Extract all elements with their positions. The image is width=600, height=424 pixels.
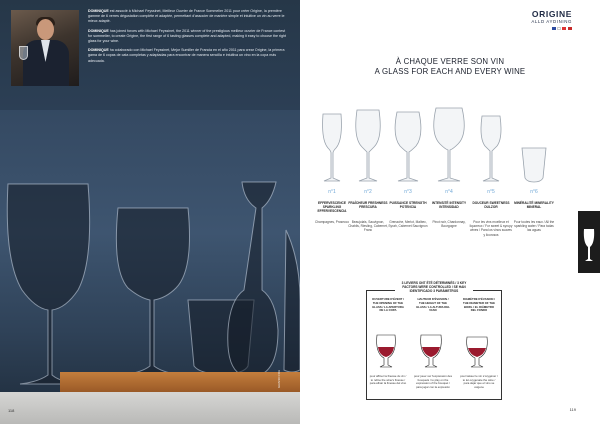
glass-cross-section-illustrations (367, 331, 503, 369)
factor-opening-desc: pour affiner la finesse du vin / to refine the wine's finesse / para afinar la finesse del vino (369, 374, 407, 386)
glass-4-title: INTENSITÉ INTENSITY INTENSIDAD (431, 201, 467, 210)
glass-5-desc: Pour les vins moelleux et liquoreux / For sweet & syrupy wines / Para los vinos suaves y licorosos (469, 220, 513, 237)
wine-glasses-photo (0, 170, 300, 400)
glass-1-icon (320, 110, 344, 184)
glass-1-number: n°1 (328, 189, 336, 195)
headline-en: A GLASS FOR EACH AND EVERY WINE (374, 67, 526, 76)
intro-text (88, 9, 288, 68)
glass-6-desc: Pour toutes les eaux / All the sparkling water / Para todas las aguas (513, 220, 555, 233)
wooden-board (60, 369, 300, 392)
glass-6-title: MINÉRALITÉ MINERALITY MINERAL (514, 201, 554, 210)
glass-1-title: EFFERVESCENCE SPARKLING EFFERVESCENCIA (317, 201, 347, 214)
section-tab (578, 211, 600, 273)
headline-fr: À CHAQUE VERRE SON VIN (395, 57, 505, 66)
glass-4-number: n°4 (445, 189, 453, 195)
glass-4-icon (430, 104, 468, 184)
glass-3-title: PUISSANCE STRENGTH POTENCIA (389, 201, 427, 210)
factor-height-desc: pour jouer sur l'expression des bouquets / to play on the expression of the bouquet / para jugar con la expresión (414, 374, 453, 389)
glass-2-desc: Beaujolais, Sauvignon, Chablis, Riesling, Cabernet, Franc (348, 220, 388, 233)
glass-3-icon (392, 108, 424, 184)
marble-table (0, 392, 300, 424)
page-number-left: 118 (8, 408, 15, 413)
intro-paragraph-es: DOMINIQUE ha colaborado con Michael Feyssinet, Mejor Sumiller de Francia en el año 2011 para crear Origine, la primera gama de 6 copas de cata completas y adaptadas para encontrar de manera sencilla e intuitiva un vino en la copa más adecuada. (88, 48, 285, 63)
page-number-right: 119 (569, 407, 576, 412)
factor-height-title: HAUTEUR D'ÉVASION / THE HEIGHT OF THE GLASS / LA ALTURA DEL VASO (416, 297, 450, 313)
glass-1-desc: Champagnes, Prosecco (314, 220, 350, 224)
glass-6-number: n°6 (530, 189, 538, 195)
wine-glass-icon (578, 211, 600, 273)
glass-4-desc: Pinot noir, Chardonnay, Bourgogne (432, 220, 466, 229)
intro-paragraph-fr: DOMINIQUE est associé à Michael Feyssinet, Meilleur Ouvrier de France Sommelier 2011 pour créer Origine, la première gamme de 6 verres dégustation complète et adaptée, permettant d'associer de manière simple et intuitive un vin au verre le mieux adapté. (88, 9, 285, 24)
brand-title: ORIGINE (531, 9, 572, 19)
diagram-heading: 3 LEVIERS ONT ÉTÉ DÉTERMINÉS / 3 KEY FACTORS WERE CONTROLLED / SE HAN IDENTIFICADO 3 PARÁMETROS (395, 281, 473, 294)
vertical-collection-label: GRAND CRU (277, 369, 281, 388)
brand-subtitle: ALLD AYDINING (531, 19, 572, 24)
factor-diameter-desc: pour laisser le vin s'oxygéner / to let oxygenate the wine / para dejar que el vino se oxigene (460, 374, 498, 389)
glass-5-number: n°5 (487, 189, 495, 195)
intro-paragraph-en: DOMINIQUE has joined forces with Michael Feyssinet, the 2011 winner of the prestigious meilleur ouvrier de France contest for sommelier, to create Origine, the first range of 6 tasting glasses complete and adapted, making it easy to choose the right glass for your wine. (88, 28, 286, 44)
flag-icons (552, 27, 572, 30)
glass-5-icon (478, 112, 504, 184)
sommelier-portrait-photo (11, 10, 79, 86)
glass-2-icon (353, 106, 383, 184)
glass-2-title: FRAÎCHEUR FRESHNESS FRESCURA (348, 201, 388, 210)
glass-6-icon (519, 144, 549, 184)
glass-5-title: DOUCEUR SWEETNESS DULZOR (472, 201, 510, 210)
factor-opening-title: OUVERTURE D'ÉVENT / THE OPENING OF THE GLASS / LA APERTURA DE LA COPA (372, 297, 404, 313)
glass-2-number: n°2 (364, 189, 372, 195)
factor-diameter-title: DIAMÈTRE D'ÉVASION / THE DIAMETER OF THE BOWL / EL DIÁMETRO DEL FONDO (462, 297, 495, 313)
glass-3-desc: Grenache, Merlot, Malbec, Syrah, Cabernet Sauvignon (388, 220, 428, 229)
glass-3-number: n°3 (404, 189, 412, 195)
